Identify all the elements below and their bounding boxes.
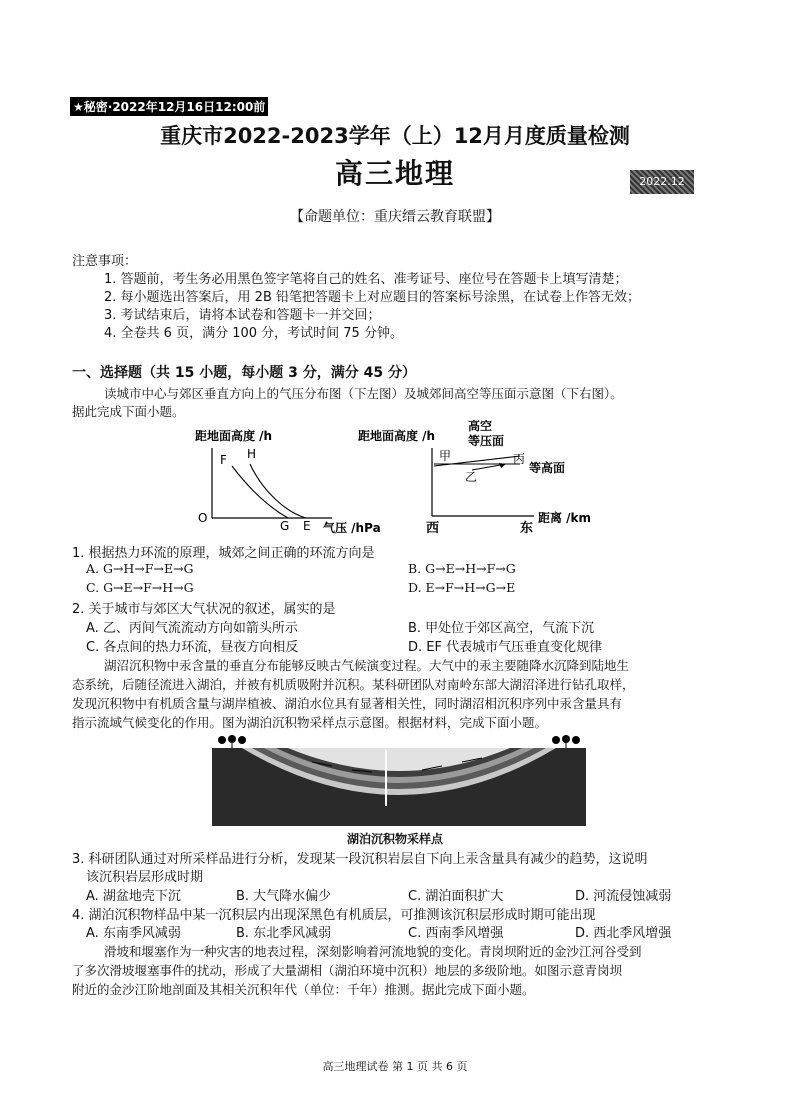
intro-text: 据此完成下面小题。 (72, 404, 185, 419)
label-jia: 甲 (439, 449, 452, 463)
label-yi: 乙 (465, 470, 478, 484)
intro-text: 读城市中心与郊区垂直方向上的气压分布图（下左图）及城郊间高空等压面示意图（下右图）。 (104, 386, 623, 401)
left-xlabel: 气压 /hPa (323, 521, 381, 535)
q1-option-c[interactable]: C. G→E→F→H→G (86, 580, 194, 595)
trees-right (552, 735, 580, 748)
q2-stem: 2. 关于城市与郊区大气状况的叙述，属实的是 (72, 602, 336, 617)
date-stamp: 2022.12 (630, 170, 694, 194)
q3-option-d[interactable]: D. 河流侵蚀减弱 (575, 889, 672, 904)
q1-option-b[interactable]: B. G→E→H→F→G (408, 561, 516, 576)
intro-text: 了多次滑坡堰塞事件的扰动，形成了大量湖相（湖泊环境中沉积）地层的多级阶地。如图示意青岗坝 (72, 963, 623, 978)
q1-option-a[interactable]: A. G→H→F→E→G (86, 561, 194, 576)
label-bing: 丙 (513, 452, 526, 466)
notice-item: 2. 每小题选出答案后，用 2B 铅笔把答题卡上对应题目的答案标号涂黑，在试卷上作答无效； (104, 290, 640, 305)
west-label: 西 (426, 521, 440, 536)
compiler-unit: 【命题单位：重庆缙云教育联盟】 (290, 209, 500, 225)
isobar-label: 高空 (468, 420, 493, 433)
q3-option-b[interactable]: B. 大气降水偏少 (236, 889, 332, 904)
q4-option-b[interactable]: B. 东北季风减弱 (236, 926, 332, 941)
origin-label: O (198, 511, 208, 525)
q3-stem: 3. 科研团队通过对所采样品进行分析，发现某一段沉积岩层自下向上汞含量具有减少的趋势，这说明 (72, 852, 648, 867)
q4-option-d[interactable]: D. 西北季风增强 (575, 926, 672, 941)
q1-stem: 1. 根据热力环流的原理，城郊之间正确的环流方向是 (72, 546, 375, 561)
point-E: E (303, 519, 311, 533)
intro-text: 态系统，后随径流进入湖泊，并被有机质吸附并沉积。某科研团队对南岭东部大湖沼泽进行钻孔取样， (72, 677, 635, 692)
notice-item: 4. 全卷共 6 页，满分 100 分，考试时间 75 分钟。 (104, 326, 403, 341)
trees-left (218, 735, 246, 748)
pressure-figure (190, 420, 610, 538)
q2-option-c[interactable]: C. 各点间的热力环流，昼夜方向相反 (86, 640, 299, 655)
contour-label: 等高面 (529, 461, 566, 475)
q3-option-a[interactable]: A. 湖盆地壳下沉 (86, 889, 181, 904)
notice-item: 3. 考试结束后，请将本试卷和答题卡一并交回； (104, 308, 381, 323)
intro-text: 指示流域气候变化的作用。图为湖泊沉积物采样点示意图。根据材料，完成下面小题。 (72, 715, 548, 730)
q2-option-d[interactable]: D. EF 代表城市气压垂直变化规律 (408, 640, 603, 655)
point-G: G (280, 519, 290, 533)
secret-label: ★秘密·2022年12月16日12:00前 (70, 97, 268, 116)
curve-HE (250, 464, 306, 518)
q4-option-a[interactable]: A. 东南季风减弱 (86, 926, 181, 941)
subject-title: 高三地理 (334, 157, 455, 190)
q4-option-c[interactable]: C. 西南季风增强 (408, 926, 504, 941)
curve-FG (232, 466, 288, 518)
isobar-label-2: 等压面 (468, 434, 505, 448)
figure-caption: 湖泊沉积物采样点 (346, 832, 443, 846)
q1-option-d[interactable]: D. E→F→H→G→E (408, 580, 516, 595)
page-footer: 高三地理试卷 第 1 页 共 6 页 (322, 1060, 468, 1073)
east-label: 东 (520, 521, 534, 536)
intro-text: 滑坡和堰塞作为一种灾害的地表过程，深刻影响着河流地貌的变化。青岗坝附近的金沙江河谷受到 (104, 944, 642, 959)
right-ylabel: 距地面高度 /h (358, 429, 436, 443)
point-H: H (247, 447, 257, 461)
intro-text: 湖沼沉积物中汞含量的垂直分布能够反映古气候演变过程。大气中的汞主要随降水沉降到陆地生 (104, 658, 630, 673)
q3-stem-cont: 该沉积岩层形成时期 (86, 870, 204, 885)
q2-option-a[interactable]: A. 乙、丙间气流流动方向如箭头所示 (86, 621, 298, 636)
exam-title: 重庆市2022-2023学年（上）12月月度质量检测 (160, 124, 630, 148)
notice-heading: 注意事项： (72, 254, 138, 269)
notice-item: 1. 答题前，考生务必用黑色签字笔将自己的姓名、准考证号、座位号在答题卡上填写清楚； (104, 272, 628, 287)
right-xlabel: 距离 /km (538, 511, 592, 525)
point-F: F (220, 453, 227, 467)
intro-text: 附近的金沙江阶地剖面及其相关沉积年代（单位：千年）推测。据此完成下面小题。 (72, 982, 535, 997)
q2-option-b[interactable]: B. 甲处位于郊区高空，气流下沉 (408, 621, 595, 636)
intro-text: 发现沉积物中有机质含量与湖岸植被、湖泊水位具有显著相关性，同时湖沼相沉积序列中汞含量具有 (72, 696, 623, 711)
left-ylabel: 距地面高度 /h (195, 429, 273, 443)
lake-sediment-figure (212, 732, 586, 826)
q3-option-c[interactable]: C. 湖泊面积扩大 (408, 889, 504, 904)
section-heading: 一、选择题（共 15 小题，每小题 3 分，满分 45 分） (72, 365, 416, 381)
q4-stem: 4. 湖泊沉积物样品中某一沉积层内出现深黑色有机质层，可推测该沉积层形成时期可能出现 (72, 908, 596, 923)
